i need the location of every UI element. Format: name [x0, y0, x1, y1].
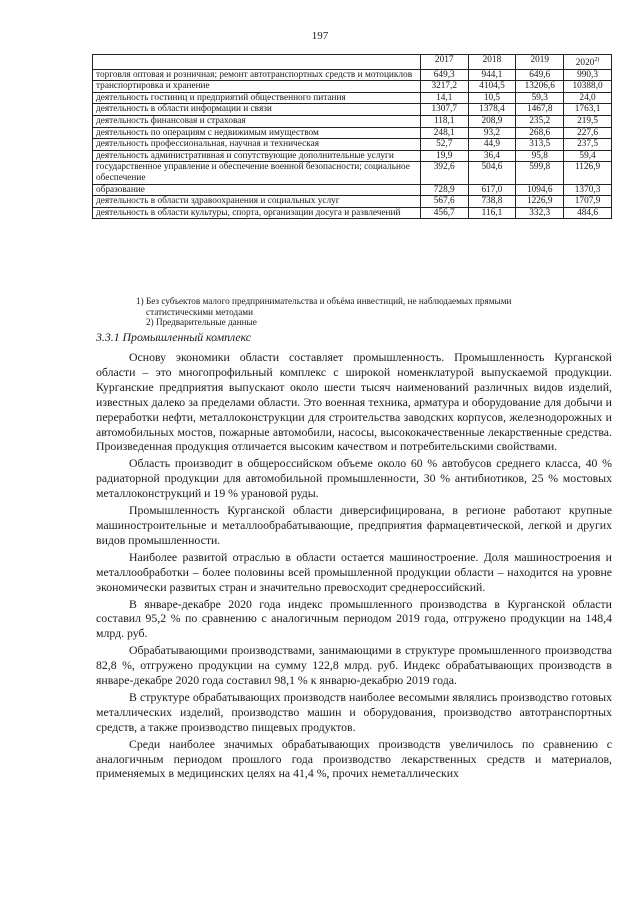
row-value: 10388,0	[564, 81, 612, 93]
row-value: 1307,7	[420, 104, 468, 116]
row-label: деятельность административная и сопутствующие дополнительные услуги	[93, 150, 421, 162]
row-value: 4104,5	[468, 81, 516, 93]
row-value: 93,2	[468, 127, 516, 139]
row-label: торговля оптовая и розничная; ремонт автотранспортных средств и мотоциклов	[93, 69, 421, 81]
table-row	[93, 104, 612, 116]
paragraph: Среди наиболее значимых обрабатывающих производств увеличилось по сравнению с аналогичным периодом прошлого года производство лекарственных средств и материалов, применяемых в медицинских целях на 41,4 %, прочих неметаллических	[96, 736, 612, 781]
table-row	[93, 150, 612, 162]
table-row	[93, 207, 612, 219]
paragraph: В структуре обрабатывающих производств наиболее весомыми являлись производство готовых металлических изделий, производство машин и оборудования, производство автотранспортных средств, а также производство пищевых продуктов.	[96, 689, 612, 734]
footnote-2: 2) Предварительные данные	[146, 317, 257, 327]
row-value: 567,6	[420, 196, 468, 208]
header-year: 2019	[516, 55, 564, 70]
header-label-cell	[93, 55, 421, 70]
row-value: 208,9	[468, 116, 516, 128]
row-value: 219,5	[564, 116, 612, 128]
row-label: деятельность в области здравоохранения и социальных услуг	[93, 196, 421, 208]
row-value: 649,3	[420, 69, 468, 81]
row-value: 36,4	[468, 150, 516, 162]
table-row	[93, 127, 612, 139]
row-value: 617,0	[468, 184, 516, 196]
row-value: 59,3	[516, 92, 564, 104]
row-value: 13206,6	[516, 81, 564, 93]
row-value: 14,1	[420, 92, 468, 104]
section-title: 3.3.1 Промышленный комплекс	[96, 330, 251, 344]
row-value: 19,9	[420, 150, 468, 162]
investment-table	[92, 54, 612, 219]
row-label: транспортировка и хранение	[93, 81, 421, 93]
table-row	[93, 162, 612, 184]
paragraph: Наиболее развитой отраслью в области остается машиностроение. Доля машиностроения и металлообработки – более половины всей промышленной продукции области – находится на уровне экономически развитых стран и значительно превосходит среднероссийский.	[96, 549, 612, 594]
row-value: 1467,8	[516, 104, 564, 116]
table-notes	[136, 296, 612, 328]
page-number: 197	[311, 30, 329, 42]
footnote-1	[136, 296, 612, 317]
paragraph: Область производит в общероссийском объеме около 60 % автобусов среднего класса, 40 % радиаторной продукции для автомобильной промышленности, 30 % антибиотиков, 25 % мостовых металлоконструкций и 19 % урановой руды.	[96, 456, 612, 501]
row-label: государственное управление и обеспечение военной безопасности; социальное обеспечение	[93, 162, 421, 184]
row-value: 3217,2	[420, 81, 468, 93]
header-year-value: 2020	[575, 58, 595, 69]
row-value: 1378,4	[468, 104, 516, 116]
header-year: 2017	[420, 55, 468, 70]
paragraph: Обрабатывающими производствами, занимающими в структуре промышленного производства 82,8 %, отгружено продукции на сумму 122,8 млрд. руб. Индекс обрабатывающих производств в январе-декабре 2020 года составил 98,1 % к январю-декабрю 2019 года.	[96, 643, 612, 688]
row-label: деятельность финансовая и страховая	[93, 116, 421, 128]
row-value: 52,7	[420, 139, 468, 151]
row-value: 649,6	[516, 69, 564, 81]
row-label: деятельность гостиниц и предприятий общественного питания	[93, 92, 421, 104]
row-value: 1763,1	[564, 104, 612, 116]
row-value: 313,5	[516, 139, 564, 151]
row-label: деятельность по операциям с недвижимым имуществом	[93, 127, 421, 139]
header-year: 2018	[468, 55, 516, 70]
row-value: 1226,9	[516, 196, 564, 208]
paragraph: Промышленность Курганской области диверсифицирована, в регионе работают крупные машиностроительные и металлообрабатывающие, предприятия фармацевтической, легкой и других видов промышленности.	[96, 503, 612, 547]
row-value: 944,1	[468, 69, 516, 81]
row-value: 118,1	[420, 116, 468, 128]
row-value: 1094,6	[516, 184, 564, 196]
row-value: 990,3	[564, 69, 612, 81]
row-value: 392,6	[420, 162, 468, 184]
footnote-1-text: 1) Без субъектов малого предпринимательства и объёма инвестиций, не наблюдаемых прямыми	[136, 296, 512, 306]
table-row	[93, 69, 612, 81]
table-row	[93, 139, 612, 151]
row-label: образование	[93, 184, 421, 196]
body-text	[96, 350, 612, 783]
row-value: 10,5	[468, 92, 516, 104]
row-value: 24,0	[564, 92, 612, 104]
table-row	[93, 81, 612, 93]
row-value: 332,3	[516, 207, 564, 219]
row-value: 1370,3	[564, 184, 612, 196]
row-value: 227,6	[564, 127, 612, 139]
row-label: деятельность в области культуры, спорта, организации досуга и развлечений	[93, 207, 421, 219]
footnote-mark: 2)	[594, 57, 600, 63]
row-value: 59,4	[564, 150, 612, 162]
row-value: 456,7	[420, 207, 468, 219]
row-label: деятельность в области информации и связи	[93, 104, 421, 116]
header-year	[564, 55, 612, 70]
row-label: деятельность профессиональная, научная и техническая	[93, 139, 421, 151]
row-value: 1707,9	[564, 196, 612, 208]
row-value: 95,8	[516, 150, 564, 162]
row-value: 1126,9	[564, 162, 612, 184]
paragraph: Основу экономики области составляет промышленность. Промышленность Курганской области – это многопрофильный комплекс с широкой номенклатурой выпускаемой продукции. Курганские предприятия выпускают около шести тысяч наименований различных видов изделий, известных далеко за пределами области. Это военная техника, арматура и оборудование для добычи и переработки нефти, металлоконструкции для строительства заводских корпусов, железнодорожных и автомобильных мостов, пожарные автомобили, насосы, высококачественные лекарственные средства. Произведенная продукция отличается высоким качеством и потребительскими свойствами.	[96, 350, 612, 454]
table-row	[93, 92, 612, 104]
row-value: 237,5	[564, 139, 612, 151]
row-value: 116,1	[468, 207, 516, 219]
row-value: 738,8	[468, 196, 516, 208]
table-header-row	[93, 55, 612, 70]
row-value: 728,9	[420, 184, 468, 196]
footnote-1-continuation: статистическими методами	[146, 306, 253, 317]
row-value: 484,6	[564, 207, 612, 219]
paragraph: В январе-декабре 2020 года индекс промышленного производства в Курганской области составил 95,2 % по сравнению с аналогичным периодом 2019 года, отгружено продукции на 148,4 млрд. руб.	[96, 596, 612, 641]
table-row	[93, 116, 612, 128]
row-value: 235,2	[516, 116, 564, 128]
table-row	[93, 184, 612, 196]
row-value: 504,6	[468, 162, 516, 184]
row-value: 268,6	[516, 127, 564, 139]
row-value: 44,9	[468, 139, 516, 151]
table-row	[93, 196, 612, 208]
row-value: 248,1	[420, 127, 468, 139]
row-value: 599,8	[516, 162, 564, 184]
